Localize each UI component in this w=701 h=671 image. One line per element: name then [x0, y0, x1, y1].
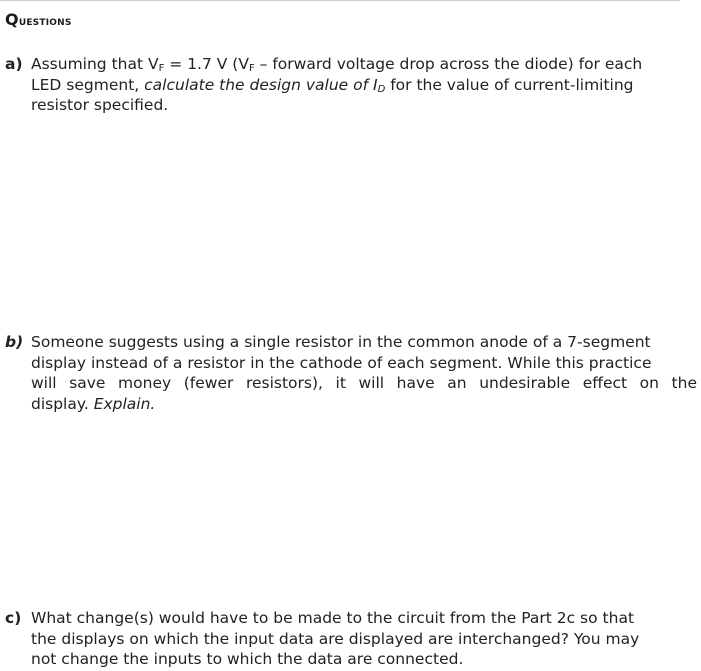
question-a-line-3: resistor specified. [31, 96, 169, 114]
question-b-label: b) [5, 333, 24, 351]
section-heading-rest: uestions [18, 14, 72, 29]
section-heading-initial: Q [5, 10, 19, 29]
top-divider [0, 0, 680, 1]
id-subscript: D [377, 83, 386, 95]
question-c-line-1 [5, 608, 697, 629]
question-b-text-4: display. [31, 394, 94, 413]
question-b-emphasis: Explain. [93, 394, 156, 413]
vf-subscript-1: F [158, 63, 165, 74]
question-c-text-1: What change(s) would have to be made to the circuit from the Part 2c so that [31, 609, 635, 627]
question-c-label: c) [5, 609, 22, 627]
question-c-line-2: the displays on which the input data are displayed are interchanged? You may [31, 629, 640, 648]
question-c-line-3: not change the inputs to which the data are connected. [31, 650, 464, 668]
question-a-label: a) [5, 55, 23, 73]
question-b-line-1 [5, 332, 697, 353]
question-b [5, 332, 697, 414]
question-b-text-1: Someone suggests using a single resistor in the common anode of a 7-segment [31, 333, 651, 351]
vf-subscript-2: F [248, 63, 255, 74]
question-a-text-1a: Assuming that V [31, 55, 159, 73]
section-heading [5, 10, 72, 29]
question-a-line-1 [5, 54, 697, 75]
question-b-line-2: display instead of a resistor in the cathode of each segment. While this practice [31, 353, 652, 372]
question-b-line-3: will save money (fewer resistors), it will have an undesirable effect on the [31, 374, 697, 392]
question-a-text-2b: for the value of current-limiting [385, 75, 634, 94]
question-a-text-1b: = 1.7 V (V [164, 55, 249, 73]
question-a [5, 54, 697, 116]
question-b-line-4 [5, 394, 697, 415]
question-a-text-1c: – forward voltage drop across the diode) for each [254, 55, 643, 73]
question-a-text-2a: LED segment, [31, 75, 145, 94]
question-a-emphasis: calculate the design value of I [144, 75, 378, 94]
question-c [5, 608, 697, 670]
question-a-line-2 [5, 75, 697, 96]
